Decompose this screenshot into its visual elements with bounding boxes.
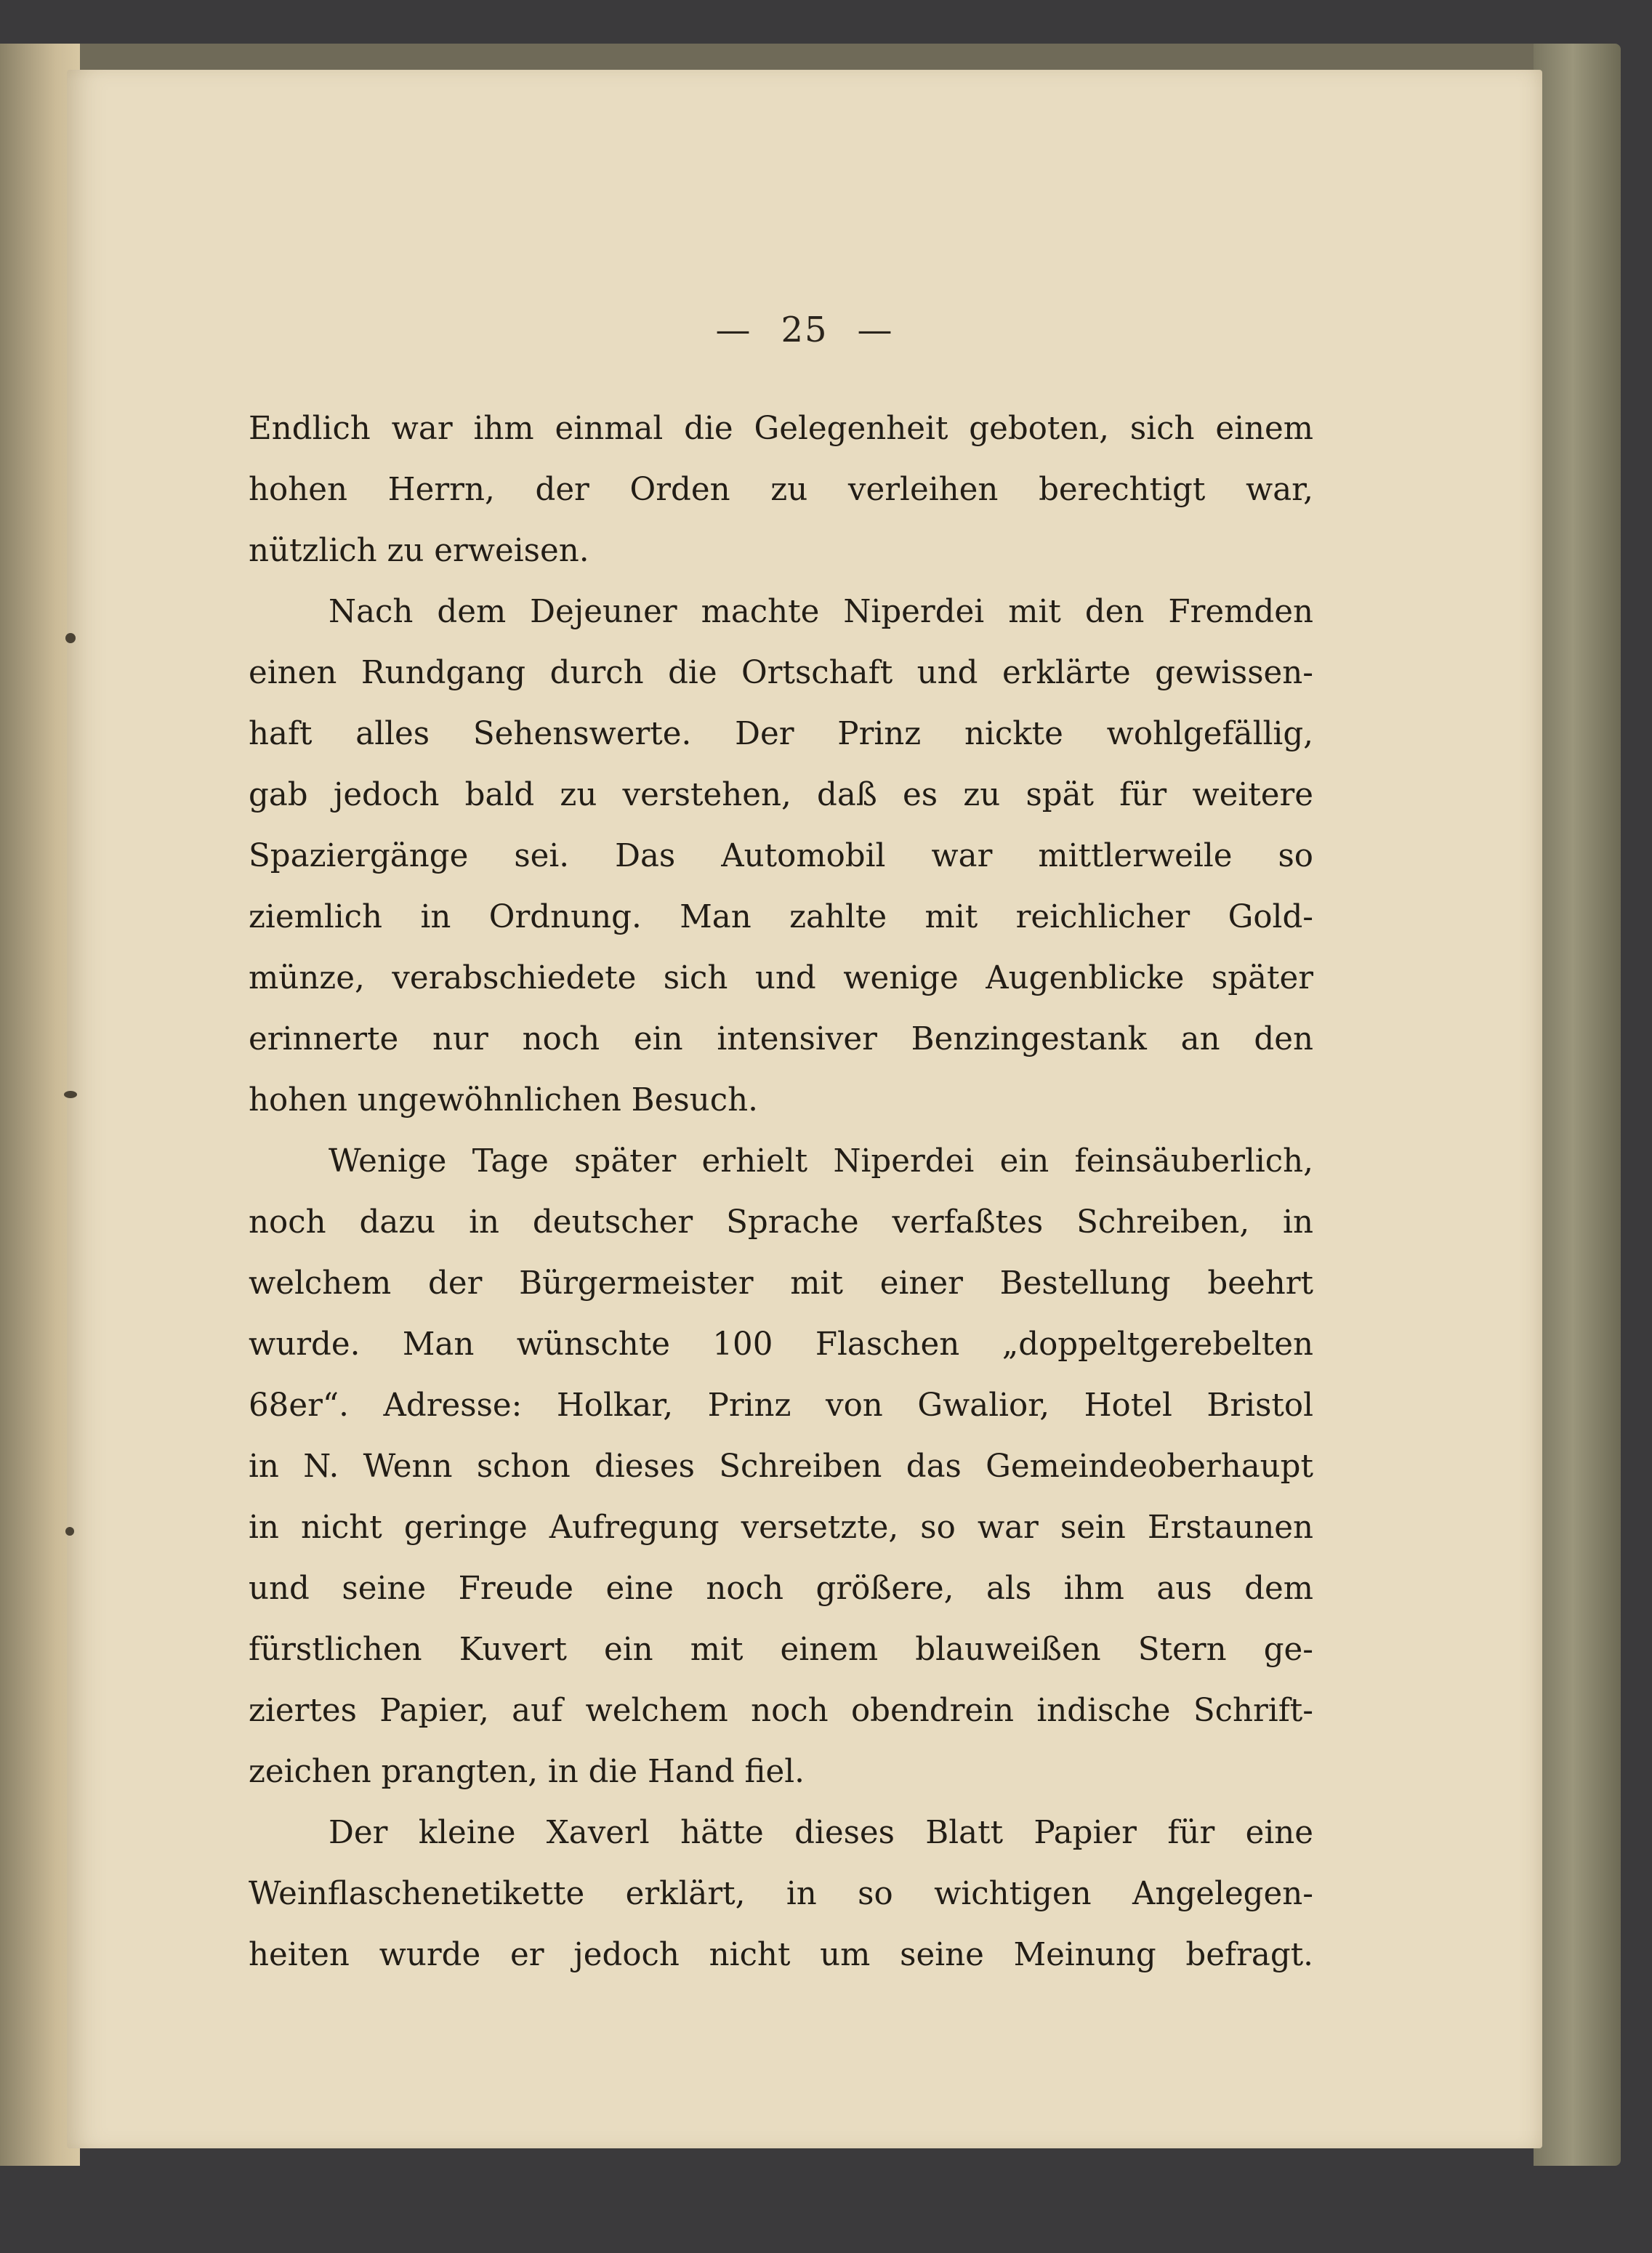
text-line: hohen Herrn, der Orden zu verleihen berechtigt war, (249, 472, 1313, 508)
page-number-value: 25 (781, 310, 829, 350)
text-line: fürstlichen Kuvert ein mit einem blauweißen Stern ge- (249, 1632, 1313, 1668)
book-page (67, 70, 1542, 2148)
text-line: noch dazu in deutscher Sprache verfaßtes Schreiben, in (249, 1204, 1313, 1241)
text-line: zeichen prangten, in die Hand fiel. (249, 1754, 805, 1790)
text-line: Weinflaschenetikette erklärt, in so wichtigen Angelegen- (249, 1876, 1313, 1912)
text-line: Der kleine Xaverl hätte dieses Blatt Papier für eine (329, 1815, 1313, 1851)
text-line: in nicht geringe Aufregung versetzte, so war sein Erstaunen (249, 1510, 1313, 1546)
text-line: haft alles Sehenswerte. Der Prinz nickte wohlgefällig, (249, 716, 1313, 752)
text-line: nützlich zu erweisen. (249, 533, 589, 569)
text-line: wurde. Man wünschte 100 Flaschen „doppeltgerebelten (249, 1326, 1313, 1363)
text-line: in N. Wenn schon dieses Schreiben das Gemeindeoberhaupt (249, 1448, 1313, 1485)
text-line: und seine Freude eine noch größere, als ihm aus dem (249, 1571, 1313, 1607)
body-text (249, 398, 1313, 1986)
text-line: heiten wurde er jedoch nicht um seine Meinung befragt. (249, 1937, 1313, 1973)
margin-mark (65, 633, 76, 643)
text-line: ziemlich in Ordnung. Man zahlte mit reichlicher Gold- (249, 899, 1313, 935)
margin-mark (64, 1091, 77, 1098)
text-line: 68er“. Adresse: Holkar, Prinz von Gwalior, Hotel Bristol (249, 1387, 1313, 1424)
text-line: münze, verabschiedete sich und wenige Augenblicke später (249, 960, 1313, 996)
text-line: Wenige Tage später erhielt Niperdei ein feinsäuberlich, (329, 1143, 1313, 1180)
book-cover-edge (1534, 44, 1621, 2166)
text-line: erinnerte nur noch ein intensiver Benzingestank an den (249, 1021, 1313, 1057)
text-line: ziertes Papier, auf welchem noch obendrein indische Schrift- (249, 1693, 1313, 1729)
margin-mark (65, 1527, 74, 1536)
page-number-dash-left: — (715, 310, 752, 350)
text-line: welchem der Bürgermeister mit einer Bestellung beehrt (249, 1265, 1313, 1302)
text-line: Nach dem Dejeuner machte Niperdei mit den Fremden (329, 594, 1313, 630)
page-number (67, 310, 1542, 350)
text-line: Endlich war ihm einmal die Gelegenheit geboten, sich einem (249, 411, 1313, 447)
text-line: gab jedoch bald zu verstehen, daß es zu spät für weitere (249, 777, 1313, 813)
text-line: einen Rundgang durch die Ortschaft und erklärte gewissen- (249, 655, 1313, 691)
text-line: Spaziergänge sei. Das Automobil war mittlerweile so (249, 838, 1313, 874)
page-number-dash-right: — (857, 310, 894, 350)
text-line: hohen ungewöhnlichen Besuch. (249, 1082, 758, 1119)
